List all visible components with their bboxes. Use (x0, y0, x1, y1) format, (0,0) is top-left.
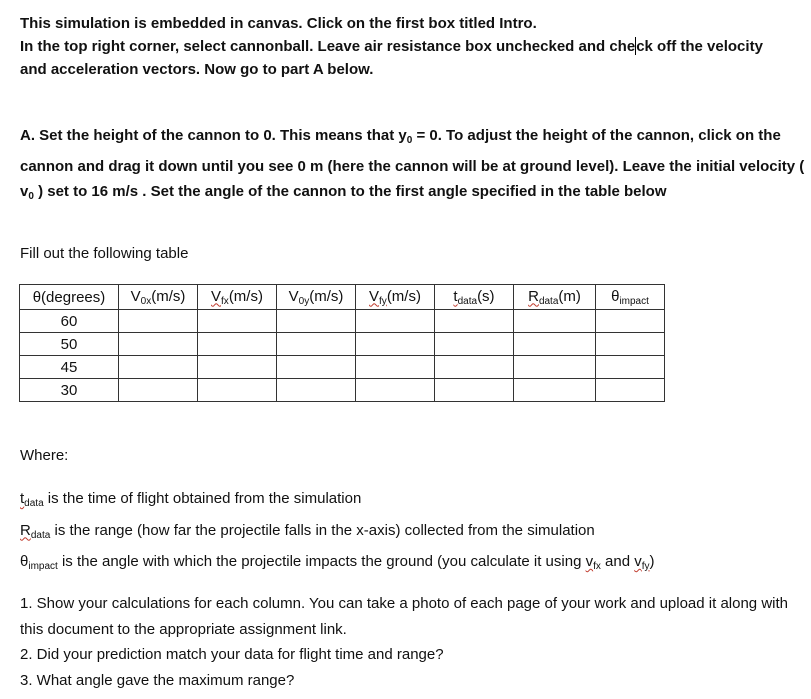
angle-cell: 50 (20, 333, 119, 356)
data-table (19, 284, 665, 402)
header-rdata: $R_{data}(m)$ (514, 285, 596, 310)
table-row (20, 310, 665, 333)
table-row (20, 356, 665, 379)
intro-line-2b: ck off the velocity and acceleration vectors. Now go to part A below. (20, 38, 763, 78)
intro-paragraph (20, 12, 790, 81)
part-a-text-3: ) set to 16 m/s . Set the angle of the cannon to the first angle specified in the table below (33, 183, 667, 200)
header-tdata: $t_{data}(s)$ (435, 285, 514, 310)
part-a-sub-2: 0 (28, 191, 34, 202)
question-2: 2. Did your prediction match your data for flight time and range? (20, 646, 444, 663)
header-v0x: $V_{0x}(m/s)$ (119, 285, 198, 310)
angle-cell: 45 (20, 356, 119, 379)
question-1: 1. Show your calculations for each column. You can take a photo of each page of your work and upload it along with this document to the appropriate assignment link. (20, 595, 788, 638)
intro-line-1: This simulation is embedded in canvas. Click on the first box titled Intro. (20, 15, 537, 32)
definition-theta-impact: $\theta_{impact}$ is the angle with which the projectile impacts the ground (you calculate it using $v_{fx}$ and $v_{fy}$) (20, 553, 655, 572)
definition-tdata: $t_{data}$ is the time of flight obtained from the simulation (20, 490, 362, 509)
definitions (20, 486, 800, 581)
header-vfy: $V_{fy}(m/s)$ (356, 285, 435, 310)
table-row (20, 333, 665, 356)
header-vfx: $V_{fx}(m/s)$ (198, 285, 277, 310)
header-v0y: $V_{0y}(m/s)$ (277, 285, 356, 310)
part-a-instructions (20, 123, 805, 210)
fill-table-label: Fill out the following table (20, 245, 189, 262)
definition-rdata: $R_{data}$ is the range (how far the projectile falls in the x-axis) collected from the simulation (20, 521, 595, 541)
questions-list (20, 591, 805, 693)
question-3: 3. What angle gave the maximum range? (20, 671, 295, 689)
angle-cell: 60 (20, 310, 119, 333)
part-a-sub-1: 0 (406, 135, 413, 146)
table-header-row (20, 285, 665, 310)
where-label: Where: (20, 447, 69, 464)
part-a-text-1: A. Set the height of the cannon to 0. This means that y (20, 127, 407, 144)
header-theta-impact: $\theta_{impact}$ (596, 285, 665, 310)
header-theta-degrees: θ(degrees) (20, 285, 119, 310)
part-a-text-2: = 0. To adjust the height of the cannon, click on the cannon and drag it down until you see 0 m (here the cannon will be at ground level). Leave the initial velocity ( v (20, 127, 805, 200)
table-row (20, 379, 665, 402)
angle-cell: 30 (20, 379, 119, 402)
intro-line-2: In the top right corner, select cannonball. Leave air resistance box unchecked and che (20, 38, 636, 55)
